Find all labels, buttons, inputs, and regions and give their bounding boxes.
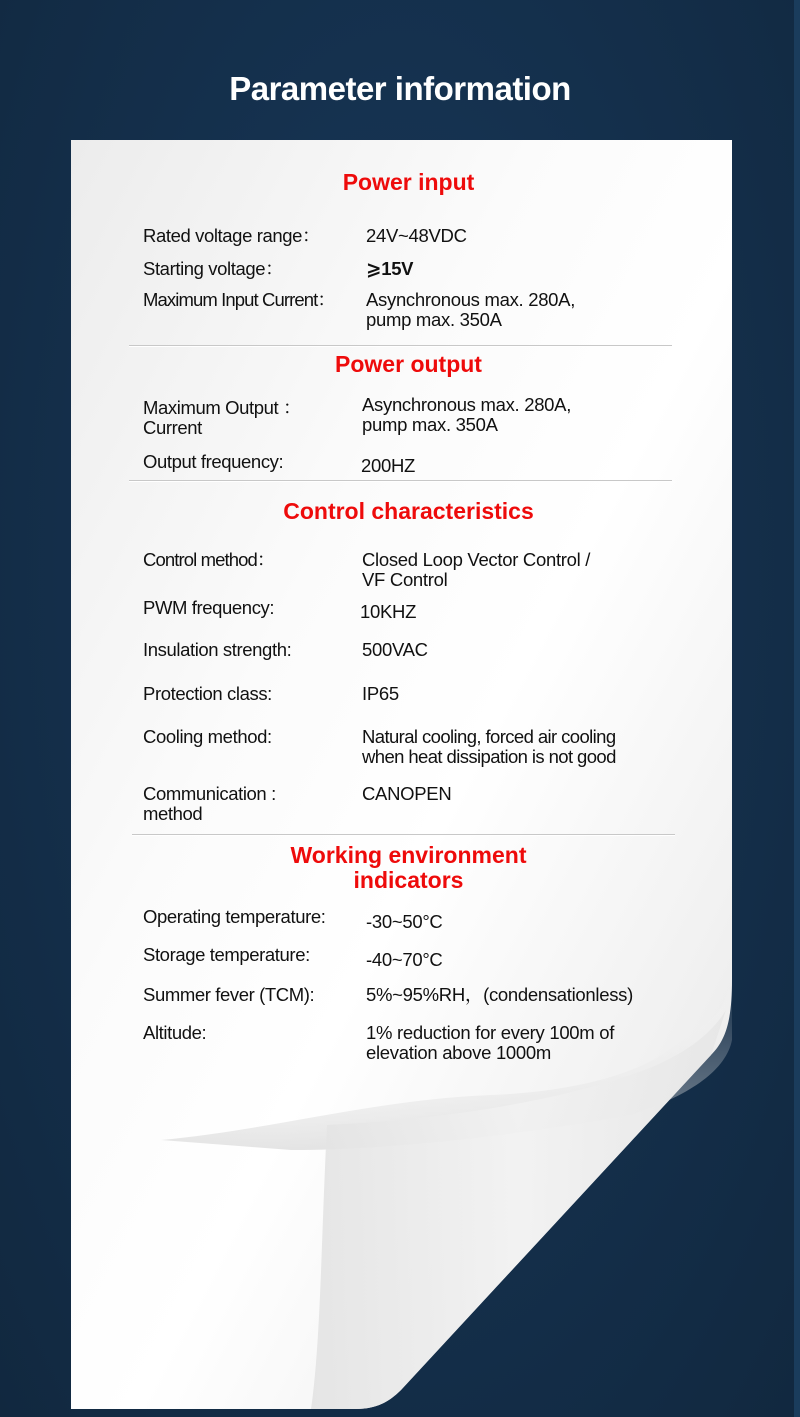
param-value-line: elevation above 1000m xyxy=(366,1042,552,1063)
param-label: Insulation strength: xyxy=(143,639,292,660)
param-value: 200HZ xyxy=(361,455,416,476)
param-label: Rated voltage range： xyxy=(143,225,321,246)
param-value-line: Natural cooling, forced air cooling xyxy=(362,726,616,747)
param-value xyxy=(362,395,682,435)
param-label: Storage temperature: xyxy=(143,944,310,965)
param-value-line: pump max. 350A xyxy=(362,414,498,435)
param-label: Starting voltage： xyxy=(143,258,284,279)
param-value-line: 1% reduction for every 100m of xyxy=(366,1022,615,1043)
param-label: Cooling method: xyxy=(143,726,272,747)
section-title xyxy=(71,843,746,893)
param-value-line: when heat dissipation is not good xyxy=(362,746,616,767)
param-label: Operating temperature: xyxy=(143,906,326,927)
param-value: 5%~95%RH，(condensationless) xyxy=(366,984,633,1005)
param-value: CANOPEN xyxy=(362,783,452,804)
section-title: Power output xyxy=(335,351,482,377)
param-label: Summer fever (TCM): xyxy=(143,984,315,1005)
param-value xyxy=(366,1023,686,1063)
param-label: PWM frequency: xyxy=(143,597,275,618)
param-value: 10KHZ xyxy=(360,601,417,622)
param-label: Altitude: xyxy=(143,1022,207,1043)
parameter-sheet xyxy=(71,140,732,1409)
section-divider xyxy=(132,834,675,836)
param-value xyxy=(362,550,682,590)
param-label xyxy=(143,398,363,438)
param-label-line: Communication : xyxy=(143,783,276,804)
section-title-line: Working environment xyxy=(290,842,527,868)
param-value: 500VAC xyxy=(362,639,428,660)
param-label: Maximum Input Current： xyxy=(143,289,335,310)
param-value: 24V~48VDC xyxy=(366,225,467,246)
param-label-line: method xyxy=(143,803,203,824)
section-divider xyxy=(129,480,672,482)
param-value-line: pump max. 350A xyxy=(366,309,502,330)
param-value xyxy=(362,727,692,767)
param-label-line: Maximum Output ： xyxy=(143,397,302,418)
param-label: Output frequency: xyxy=(143,451,284,472)
param-value: -40~70°C xyxy=(366,949,443,970)
section-title: Control characteristics xyxy=(283,498,534,524)
section-title-line: indicators xyxy=(353,867,464,893)
param-value: IP65 xyxy=(362,683,399,704)
param-label: Protection class: xyxy=(143,683,272,704)
param-value-line: Closed Loop Vector Control / xyxy=(362,549,591,570)
param-value xyxy=(366,290,686,330)
param-label: Control method： xyxy=(143,549,275,570)
param-value-line: Asynchronous max. 280A, xyxy=(362,394,572,415)
background-edge xyxy=(794,0,800,1417)
param-label xyxy=(143,784,363,824)
param-value: -30~50°C xyxy=(366,911,443,932)
param-value-line: VF Control xyxy=(362,569,448,590)
page-title: Parameter information xyxy=(229,70,571,108)
section-title: Power input xyxy=(342,169,475,195)
param-value: ⩾15V xyxy=(366,258,414,279)
param-label-line: Current xyxy=(143,417,202,438)
section-divider xyxy=(129,345,672,347)
param-value-line: Asynchronous max. 280A, xyxy=(366,289,576,310)
